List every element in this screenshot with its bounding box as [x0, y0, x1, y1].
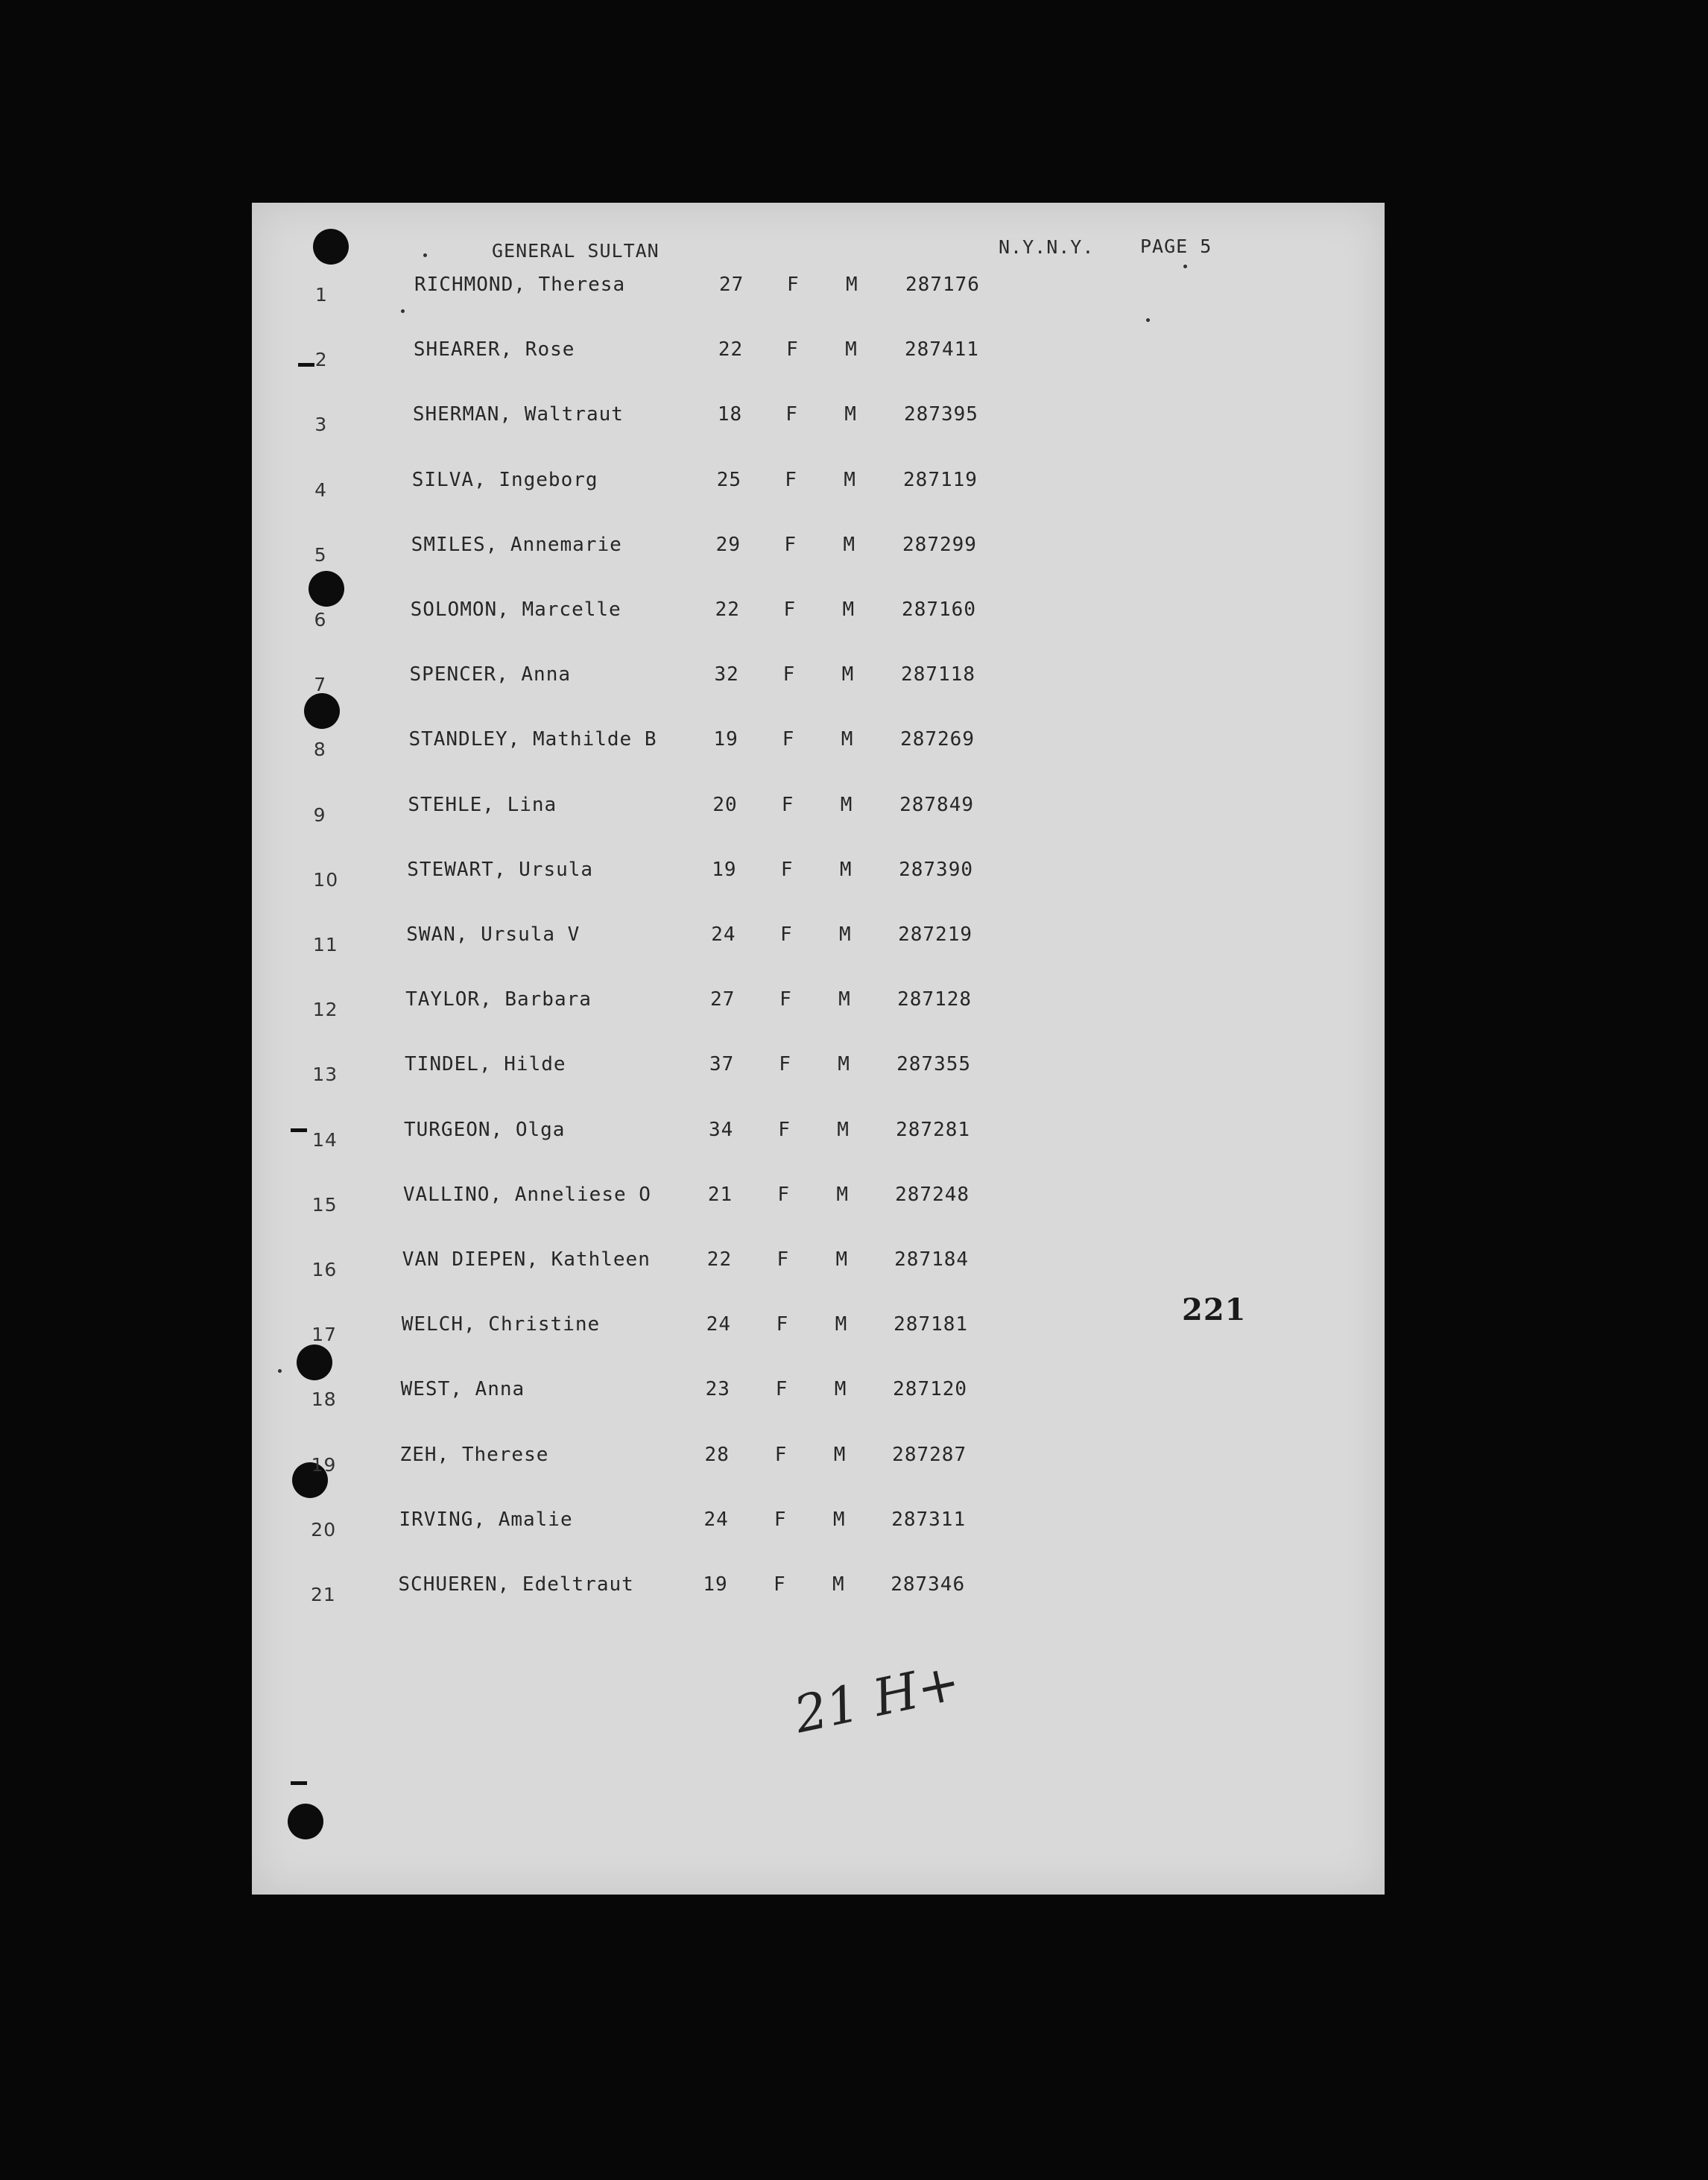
table-row: [252, 403, 1385, 436]
passenger-name: WELCH, Christine: [401, 1313, 601, 1336]
age: 24: [706, 1313, 732, 1336]
line-number: 13: [312, 1064, 338, 1086]
age: 24: [711, 923, 736, 946]
table-row: [252, 663, 1385, 696]
sex: F: [776, 1248, 790, 1271]
speck: [1183, 265, 1187, 268]
line-number: 19: [311, 1453, 337, 1476]
marital-status: M: [839, 923, 852, 946]
table-row: [252, 1443, 1385, 1476]
handwritten-note: 21 H+: [789, 1652, 966, 1745]
passenger-name: SOLOMON, Marcelle: [410, 598, 621, 621]
record-number: 287119: [903, 468, 978, 491]
table-row: [252, 728, 1385, 761]
table-row: [252, 1508, 1385, 1541]
age: 19: [703, 1573, 728, 1596]
record-number: 287849: [899, 793, 974, 816]
line-number: 8: [313, 739, 326, 761]
line-number: 2: [314, 349, 328, 371]
stamped-number: 221: [1182, 1292, 1247, 1327]
ship-name: GENERAL SULTAN: [492, 240, 660, 262]
sex: F: [785, 403, 798, 426]
record-number: 287287: [892, 1443, 967, 1466]
table-row: [252, 533, 1385, 566]
table-row: [252, 1248, 1385, 1278]
marital-status: M: [841, 728, 854, 751]
port-of-arrival: N.Y.N.Y.: [999, 236, 1095, 258]
sex: F: [781, 793, 794, 816]
passenger-name: SPENCER, Anna: [409, 663, 572, 686]
marital-status: M: [832, 1508, 846, 1531]
table-row: [252, 1183, 1385, 1216]
record-number: 287118: [901, 663, 975, 686]
age: 21: [707, 1183, 733, 1206]
binder-hole: [313, 229, 349, 265]
speck: [401, 309, 405, 313]
line-number: 5: [314, 543, 327, 566]
line-number: 6: [314, 609, 327, 631]
passenger-name: VAN DIEPEN, Kathleen: [402, 1248, 651, 1271]
sex: F: [775, 1378, 788, 1401]
passenger-name: STEWART, Ursula: [407, 858, 594, 881]
marital-status: M: [834, 1378, 847, 1401]
age: 19: [713, 728, 738, 751]
passenger-name: IRVING, Amalie: [399, 1508, 573, 1531]
sex: F: [782, 728, 795, 751]
line-number: 7: [314, 674, 327, 696]
record-number: 287269: [900, 728, 975, 751]
sex: F: [782, 663, 796, 686]
passenger-name: SHERMAN, Waltraut: [412, 403, 624, 426]
line-number: 12: [312, 999, 338, 1021]
age: 22: [706, 1248, 733, 1271]
record-number: 287219: [898, 923, 973, 946]
passenger-name: STEHLE, Lina: [408, 793, 557, 816]
binder-hole: [288, 1804, 323, 1839]
table-row: [252, 923, 1385, 953]
speck: [278, 1369, 282, 1373]
line-number: 9: [313, 803, 326, 826]
line-number: 16: [311, 1259, 338, 1280]
sex: F: [776, 1313, 789, 1336]
sex: F: [777, 1183, 791, 1206]
marital-status: M: [844, 403, 857, 426]
marital-status: M: [843, 533, 856, 556]
binder-hole: [304, 693, 340, 729]
record-number: 287299: [902, 533, 977, 556]
passenger-name: VALLINO, Anneliese O: [402, 1183, 651, 1206]
line-number: 21: [311, 1584, 336, 1605]
age: 27: [710, 988, 736, 1011]
passenger-name: TURGEON, Olga: [403, 1118, 566, 1141]
marital-status: M: [836, 1183, 850, 1206]
speck: [423, 253, 427, 257]
table-row: [252, 858, 1385, 891]
line-number: 15: [311, 1193, 338, 1216]
speck: [1146, 318, 1150, 322]
sex: F: [779, 988, 792, 1011]
sex: F: [779, 1053, 791, 1076]
passenger-name: SHEARER, Rose: [413, 338, 575, 361]
line-number: 18: [311, 1388, 337, 1411]
sex: F: [784, 533, 797, 556]
marital-status: M: [846, 274, 858, 296]
passenger-name: ZEH, Therese: [399, 1443, 549, 1466]
record-number: 287176: [905, 274, 980, 296]
margin-dash: [291, 1781, 307, 1785]
age: 20: [712, 793, 738, 816]
table-row: [252, 274, 1385, 306]
marital-status: M: [845, 338, 858, 361]
age: 34: [708, 1118, 734, 1141]
table-row: [252, 794, 1385, 824]
passenger-name: RICHMOND, Theresa: [414, 274, 626, 296]
age: 19: [712, 858, 737, 881]
age: 37: [709, 1053, 735, 1076]
line-number: 4: [314, 478, 327, 501]
age: 18: [717, 403, 743, 426]
marital-status: M: [835, 1313, 848, 1336]
sex: F: [780, 858, 794, 881]
line-number: 11: [313, 934, 338, 955]
passenger-name: TAYLOR, Barbara: [405, 988, 592, 1011]
marital-status: M: [838, 1053, 850, 1076]
record-number: 287355: [896, 1053, 972, 1076]
age: 27: [719, 274, 744, 296]
record-number: 287120: [893, 1378, 968, 1401]
passenger-name: SMILES, Annemarie: [411, 533, 622, 556]
binder-hole: [297, 1345, 332, 1380]
marital-status: M: [842, 598, 855, 621]
sex: F: [774, 1573, 786, 1596]
marital-status: M: [840, 793, 853, 816]
marital-status: M: [844, 468, 856, 491]
sex: F: [783, 598, 797, 621]
marital-status: M: [833, 1443, 847, 1466]
line-number: 20: [311, 1518, 337, 1541]
marital-status: M: [832, 1573, 845, 1596]
document-page: [252, 203, 1385, 1895]
age: 32: [714, 663, 739, 686]
record-number: 287346: [891, 1573, 966, 1596]
record-number: 287281: [896, 1118, 971, 1141]
age: 23: [705, 1378, 730, 1401]
sex: F: [786, 338, 799, 361]
age: 22: [715, 598, 740, 621]
line-number: 3: [314, 414, 328, 436]
sex: F: [785, 468, 797, 491]
sex: F: [774, 1443, 788, 1466]
line-number: 17: [311, 1324, 337, 1346]
line-number: 1: [315, 284, 328, 306]
sex: F: [778, 1118, 791, 1141]
line-number: 14: [312, 1128, 338, 1151]
table-row: [252, 1573, 1385, 1603]
table-row: [252, 1053, 1385, 1086]
table-row: [252, 469, 1385, 499]
marital-status: M: [838, 988, 851, 1011]
age: 28: [704, 1443, 730, 1466]
record-number: 287184: [894, 1248, 970, 1271]
age: 24: [703, 1508, 729, 1531]
passenger-name: SCHUEREN, Edeltraut: [398, 1573, 634, 1596]
record-number: 287395: [904, 403, 978, 426]
record-number: 287160: [902, 598, 976, 621]
record-number: 287128: [897, 988, 972, 1011]
record-number: 287311: [891, 1508, 967, 1531]
table-row: [252, 1378, 1385, 1411]
age: 29: [715, 533, 741, 556]
sex: F: [774, 1508, 787, 1531]
passenger-name: STANDLEY, Mathilde B: [408, 728, 657, 751]
table-row: [252, 988, 1385, 1021]
line-number: 10: [313, 868, 339, 891]
age: 25: [716, 468, 742, 491]
record-number: 287411: [905, 338, 979, 361]
record-number: 287248: [895, 1183, 970, 1206]
marital-status: M: [837, 1118, 850, 1141]
sex: F: [787, 274, 800, 296]
page-number: PAGE 5: [1140, 236, 1212, 257]
age: 22: [718, 338, 744, 361]
passenger-name: SILVA, Ingeborg: [411, 468, 598, 491]
marital-status: M: [841, 663, 855, 686]
passenger-name: WEST, Anna: [400, 1378, 525, 1401]
record-number: 287390: [899, 858, 973, 881]
table-row: [252, 598, 1385, 631]
passenger-name: SWAN, Ursula V: [406, 923, 581, 946]
sex: F: [780, 923, 793, 946]
record-number: 287181: [893, 1313, 969, 1336]
marital-status: M: [839, 858, 853, 881]
passenger-name: TINDEL, Hilde: [405, 1053, 566, 1076]
marital-status: M: [835, 1248, 849, 1271]
table-row: [252, 338, 1385, 371]
table-row: [252, 1119, 1385, 1149]
